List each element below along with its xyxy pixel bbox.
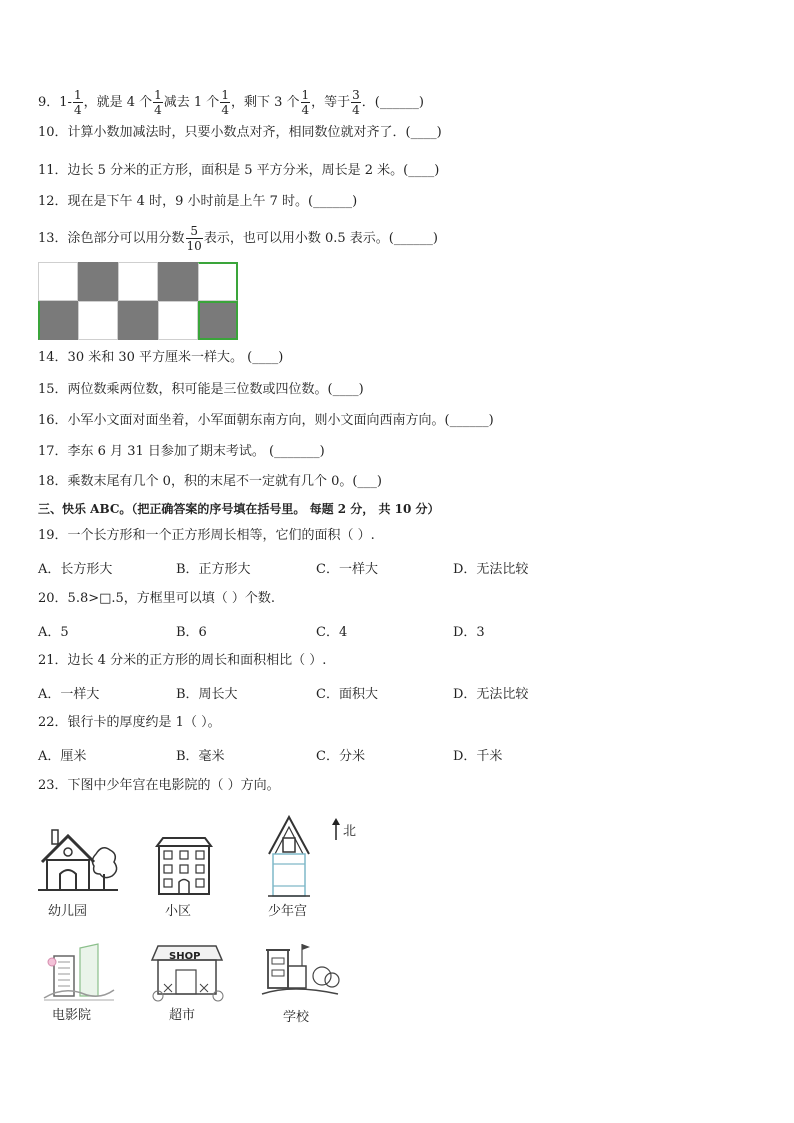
option-c: C．面积大 [316, 687, 378, 702]
option-d: D．无法比较 [453, 562, 529, 577]
shaded-cell [38, 301, 78, 340]
fraction: $\frac{1}{4}$ [221, 88, 229, 117]
option-b: B．周长大 [176, 687, 238, 702]
place-supermarket: 超市 [169, 1008, 196, 1023]
option-a: A．长方形大 [38, 562, 113, 577]
place-school: 学校 [283, 1010, 310, 1025]
north-arrow-icon [330, 818, 344, 842]
question-14: 14．30 米和 30 平方厘米一样大。 (____) [38, 350, 284, 365]
supermarket-icon [150, 940, 226, 1002]
fraction: $\frac{1}{4}$ [154, 88, 162, 117]
question-16: 16．小军小文面对面坐着，小军面朝东南方向，则小文面向西南方向。(______) [38, 413, 494, 428]
question-12: 12．现在是下午 4 时，9 小时前是上午 7 时。(______) [38, 194, 358, 209]
option-d: D．无法比较 [453, 687, 529, 702]
option-c: C．一样大 [316, 562, 378, 577]
fraction: $\frac{5}{10}$ [186, 224, 202, 253]
youth-palace-icon [266, 814, 312, 900]
place-cinema: 电影院 [52, 1008, 92, 1023]
shaded-cell [118, 301, 158, 340]
question-23: 23．下图中少年宫在电影院的（ ）方向。 [38, 778, 280, 793]
question-9: 9．1- $\frac{1}{4}$ ，就是 4 个 $\frac{1}{4}$ 减去 1 个 $\frac{1}{4}$ ，剩下 3 个 $\frac{1}{4}$ ，等于 $\frac{3}{4}$ ．(______) [38, 88, 424, 117]
option-b: B．正方形大 [176, 562, 251, 577]
shaded-grid-figure [38, 262, 238, 340]
blank-cell [78, 301, 118, 340]
fraction: $\frac{1}{4}$ [73, 88, 82, 117]
question-11: 11．边长 5 分米的正方形，面积是 5 平方分米，周长是 2 米。(____) [38, 163, 440, 178]
option-a: A．一样大 [38, 687, 100, 702]
option-c: C．4 [316, 625, 348, 640]
option-d: D．3 [453, 625, 485, 640]
kindergarten-icon [38, 826, 120, 896]
shaded-cell [158, 262, 198, 301]
blank-cell [118, 262, 158, 301]
option-a: A．厘米 [38, 749, 87, 764]
cinema-icon [44, 942, 116, 1002]
shaded-cell [198, 301, 238, 340]
question-13: 13．涂色部分可以用分数 $\frac{5}{10}$ 表示，也可以用小数 0.5 表示。(______) [38, 224, 438, 253]
q9-text: 9．1- [38, 95, 72, 110]
shaded-cell [78, 262, 118, 301]
question-19: 19．一个长方形和一个正方形周长相等，它们的面积（ ）. [38, 528, 375, 543]
option-d: D．千米 [453, 749, 503, 764]
school-icon [262, 940, 342, 1002]
question-21: 21．边长 4 分米的正方形的周长和面积相比（ ）. [38, 653, 327, 668]
blank-cell [38, 262, 78, 301]
question-10: 10．计算小数加减法时，只要小数点对齐，相同数位就对齐了．(____) [38, 125, 442, 140]
fraction: $\frac{3}{4}$ [352, 88, 360, 117]
question-20: 20．5.8>□.5，方框里可以填（ ）个数. [38, 591, 276, 606]
section-3-header: 三、快乐 ABC。（把正确答案的序号填在括号里。 每题 2 分， 共 10 分） [38, 502, 440, 516]
place-youth-palace: 少年宫 [268, 904, 308, 919]
residential-building-icon [155, 836, 213, 896]
place-kindergarten: 幼儿园 [48, 904, 88, 919]
blank-cell [198, 262, 238, 301]
shop-sign: SHOP [169, 951, 201, 962]
option-a: A．5 [38, 625, 69, 640]
blank-cell [158, 301, 198, 340]
question-22: 22．银行卡的厚度约是 1（ ）。 [38, 715, 221, 730]
question-15: 15．两位数乘两位数，积可能是三位数或四位数。(____) [38, 382, 364, 397]
place-residential: 小区 [165, 904, 192, 919]
question-18: 18．乘数末尾有几个 0，积的末尾不一定就有几个 0。(___) [38, 474, 382, 489]
option-b: B．6 [176, 625, 207, 640]
question-17: 17．李东 6 月 31 日参加了期末考试。 (_______) [38, 444, 325, 459]
north-label: 北 [343, 824, 357, 839]
option-b: B．毫米 [176, 749, 225, 764]
fraction: $\frac{1}{4}$ [301, 88, 310, 117]
option-c: C．分米 [316, 749, 365, 764]
